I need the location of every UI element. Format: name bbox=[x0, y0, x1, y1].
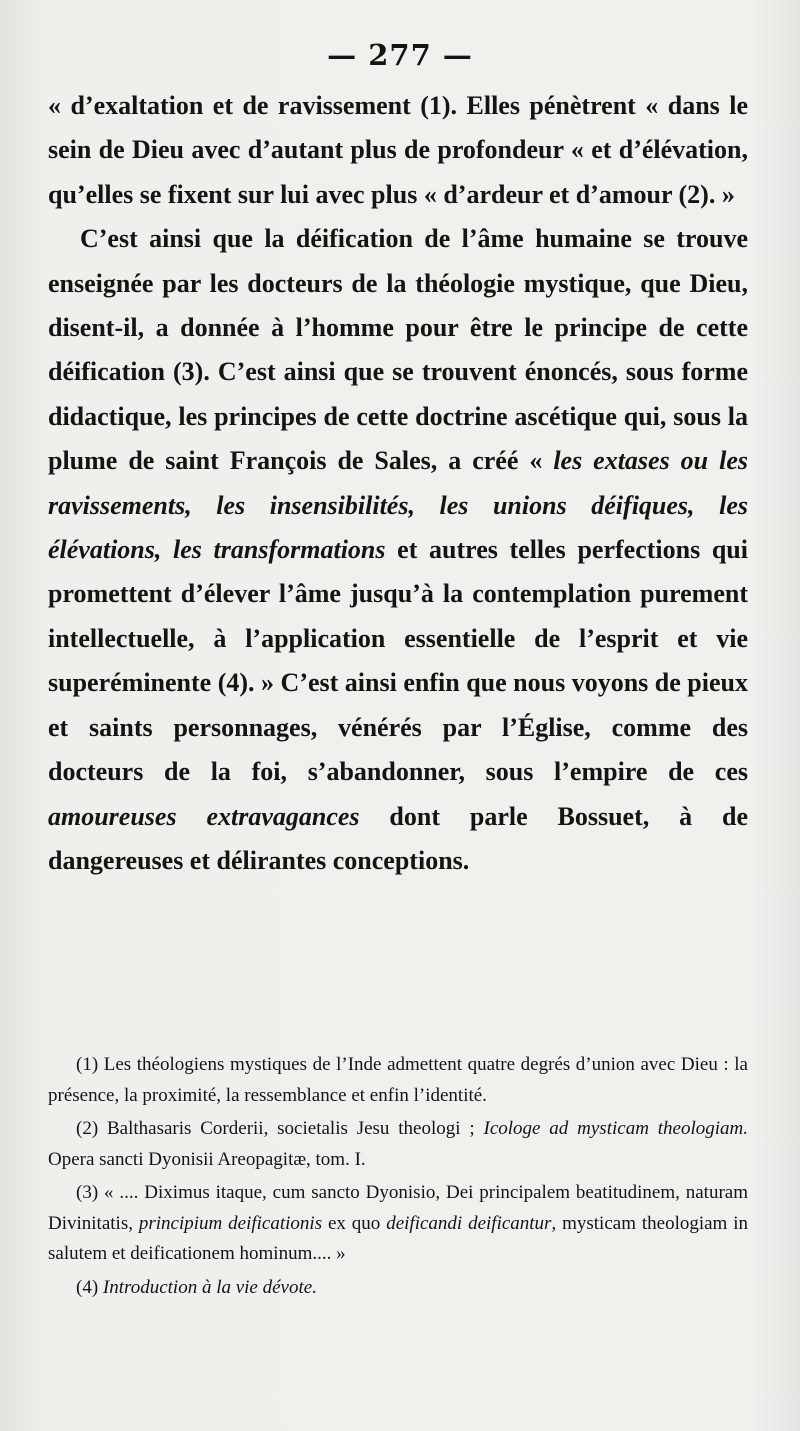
text-run: dont parle Bossuet, à de dangereuses et délirantes conceptions. bbox=[48, 801, 748, 875]
italic-run: les extases ou les ravissements, les insensibilités, les unions déifiques, les élévations, les transformations bbox=[48, 446, 748, 565]
italic-run: Icologe ad mysticam theologiam. bbox=[483, 1118, 748, 1139]
italic-run: principium deificationis bbox=[138, 1212, 323, 1234]
text-run: Opera sancti Dyonisii Areopagitæ, tom. I. bbox=[48, 1148, 366, 1170]
text-run: C’est ainsi que la déification de l’âme humaine se trouve enseignée par les docteurs de la théologie mystique, que Dieu, disent-il, a donnée à l’homme pour être le principe de cette déification (3). C’est ainsi que se trouvent énoncés, sous forme didactique, les principes de cette doctrine ascétique qui, sous la plume de saint François de Sales, a créé « bbox=[48, 224, 748, 476]
footnote bbox=[48, 1050, 748, 1111]
text-run: (4) bbox=[76, 1276, 103, 1298]
footnote bbox=[48, 1178, 748, 1270]
footnote bbox=[48, 1114, 748, 1175]
italic-run: deificandi deificantur bbox=[386, 1212, 552, 1234]
text-run: (2) Balthasaris Corderii, societalis Jesu theologi ; bbox=[76, 1118, 484, 1139]
italic-run: amoureuses extravagances bbox=[48, 801, 360, 831]
text-run: (1) Les théologiens mystiques de l’Inde admettent quatre degrés d’union avec Dieu : la présence, la proximité, la ressemblance et enfin l’identité. bbox=[48, 1054, 748, 1106]
text-run: ex quo bbox=[322, 1212, 387, 1234]
main-text bbox=[48, 84, 748, 883]
paragraph bbox=[48, 217, 748, 883]
page-number: — 277 — bbox=[327, 38, 473, 72]
paragraph bbox=[48, 84, 748, 217]
footnotes bbox=[48, 1050, 748, 1306]
text-run: , mysticam theologiam in salutem et deificationem hominum.... » bbox=[48, 1212, 749, 1264]
text-run: (3) « .... Diximus itaque, cum sancto Dyonisio, Dei principalem beatitudinem, naturam Divinitatis, bbox=[48, 1182, 748, 1234]
italic-run: Introduction à la vie dévote. bbox=[102, 1276, 317, 1298]
footnote bbox=[48, 1273, 748, 1304]
text-run: et autres telles perfections qui promettent d’élever l’âme jusqu’à la contemplation purement intellectuelle, à l’application essentielle de l’esprit et vie superéminente (4). » C’est ainsi enfin que nous voyons de pieux et saints personnages, vénérés par l’Église, comme des docteurs de la foi, s’abandonner, sous l’empire de ces bbox=[48, 535, 748, 787]
text-run: « d’exaltation et de ravissement (1). Elles pénètrent « dans le sein de Dieu avec d’autant plus de profondeur « et d’élévation, qu’elles se fixent sur lui avec plus « d’ardeur et d’amour (2). » bbox=[48, 91, 748, 209]
